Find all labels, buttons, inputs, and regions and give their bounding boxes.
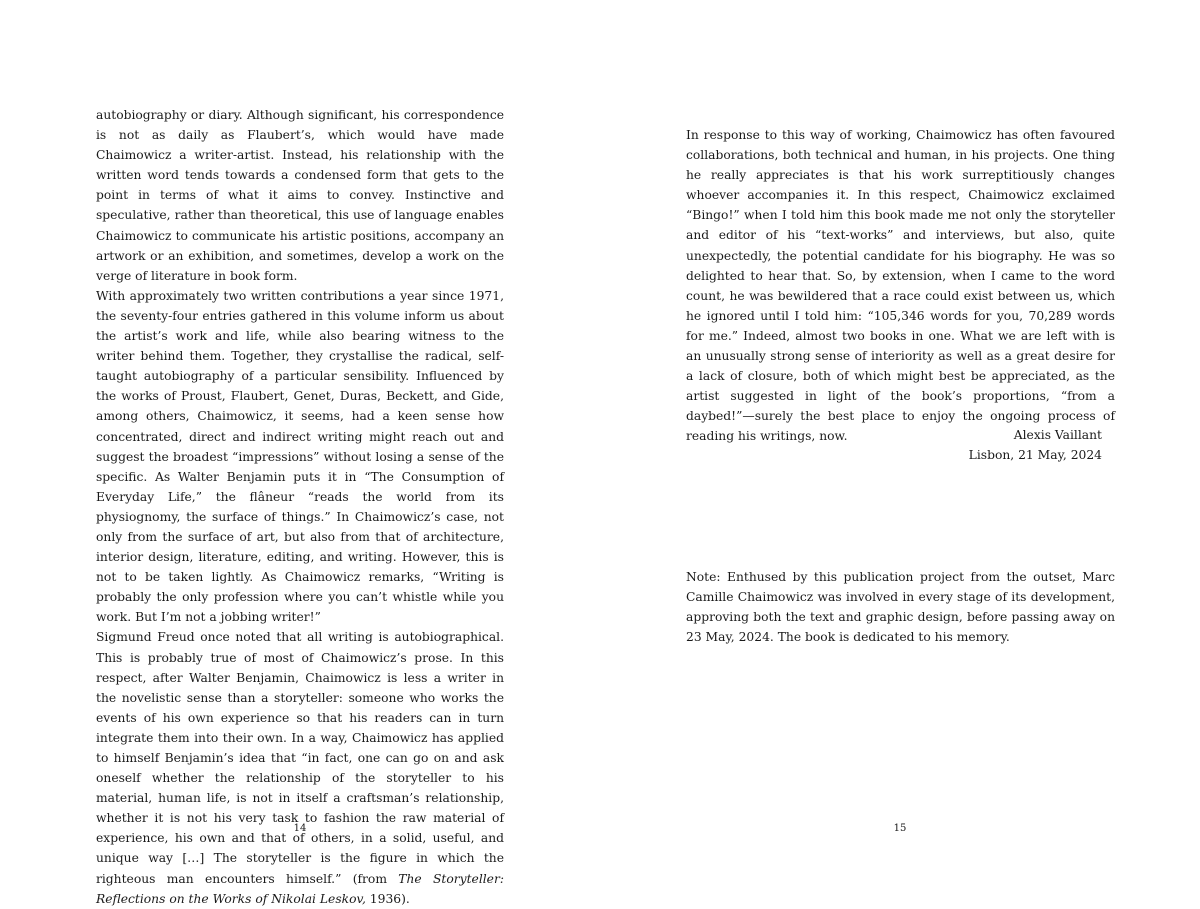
left-page-body	[96, 105, 504, 909]
left-paragraph-3	[96, 627, 504, 908]
left-paragraph-3-end: 1936).	[365, 891, 410, 906]
left-paragraph-1: autobiography or diary. Although significant, his correspondence is not as daily as Flaubert’s, which would have made Chaimowicz a writer-artist. Instead, his relationship with the written word tends towards a condensed form that gets to the point in terms of what it aims to convey. Instinctive and speculative, rather than theoretical, this use of language enables Chaimowicz to communicate his artistic positions, accompany an artwork or an exhibition, and sometimes, develop a work on the verge of literature in book form.	[96, 108, 504, 283]
left-page	[0, 0, 600, 906]
book-citation: The Storyteller: Reflections on the Works of Nikolai Leskov,	[96, 871, 504, 906]
signature	[686, 425, 1102, 465]
memorial-note	[686, 567, 1115, 647]
memorial-note-text: Note: Enthused by this publication project from the outset, Marc Camille Chaimowicz was involved in every stage of its development, approving both the text and graphic design, before passing away on 23 May, 2024. The book is dedicated to his memory.	[686, 570, 1115, 645]
page-number-left: 14	[293, 823, 307, 834]
signature-place-date: Lisbon, 21 May, 2024	[968, 448, 1102, 463]
right-paragraph-1: In response to this way of working, Chaimowicz has often favoured collaborations, both technical and human, in his projects. One thing he really appreciates is that his work surreptitiously changes whoever accompanies it. In this respect, Chaimowicz exclaimed “Bingo!” when I told him this book made me not only the storyteller and editor of his “text-works” and interviews, but also, quite unexpectedly, the potential candidate for his biography. He was so delighted to hear that. So, by extension, when I came to the word count, he was bewildered that a race could exist between us, which he ignored until I told him: “105,346 words for you, 70,289 words for me.” Indeed, almost two books in one. What we are left with is an unusually strong sense of interiority as well as a great desire for a lack of closure, both of which might best be appreciated, as the artist suggested in light of the book’s proportions, “from a daybed!”—surely the best place to enjoy the ongoing process of reading his writings, now.	[686, 128, 1115, 444]
signature-name: Alexis Vaillant	[1013, 428, 1102, 442]
right-page-body	[686, 125, 1115, 447]
left-paragraph-3-main: Sigmund Freud once noted that all writing is autobiographical. This is probably true of most of Chaimowicz’s prose. In this respect, after Walter Benjamin, Chaimowicz is less a writer in the novelistic sense than a storyteller: someone who works the events of his own experience so that his readers can in turn integrate them into their own. In a way, Chaimowicz has applied to himself Benjamin’s idea that “in fact, one can go on and ask oneself whether the relationship of the storyteller to his material, human life, is not in itself a craftsman’s relationship, whether it is not his very task to fashion the raw material of experience, his own and that of others, in a solid, useful, and unique way […] The storyteller is the figure in which the righteous man encounters himself.” (from	[96, 630, 504, 886]
page-number-right: 15	[893, 823, 907, 834]
right-page	[600, 0, 1200, 900]
left-paragraph-2: With approximately two written contributions a year since 1971, the seventy-four entries gathered in this volume inform us about the artist’s work and life, while also bearing witness to the writer behind them. Together, they crystallise the radical, self-taught autobiography of a particular sensibility. Influenced by the works of Proust, Flaubert, Genet, Duras, Beckett, and Gide, among others, Chaimowicz, it seems, had a keen sense how concentrated, direct and indirect writing might reach out and suggest the broadest “impressions” without losing a sense of the specific. As Walter Benjamin puts it in “The Consumption of Everyday Life,” the flâneur “reads the world from its physiognomy, the surface of things.” In Chaimowicz’s case, not only from the surface of art, but also from that of architecture, interior design, literature, editing, and writing. However, this is not to be taken lightly. As Chaimowicz remarks, “Writing is probably the only profession where you can’t whistle while you work. But I’m not a jobbing writer!”	[96, 288, 504, 625]
